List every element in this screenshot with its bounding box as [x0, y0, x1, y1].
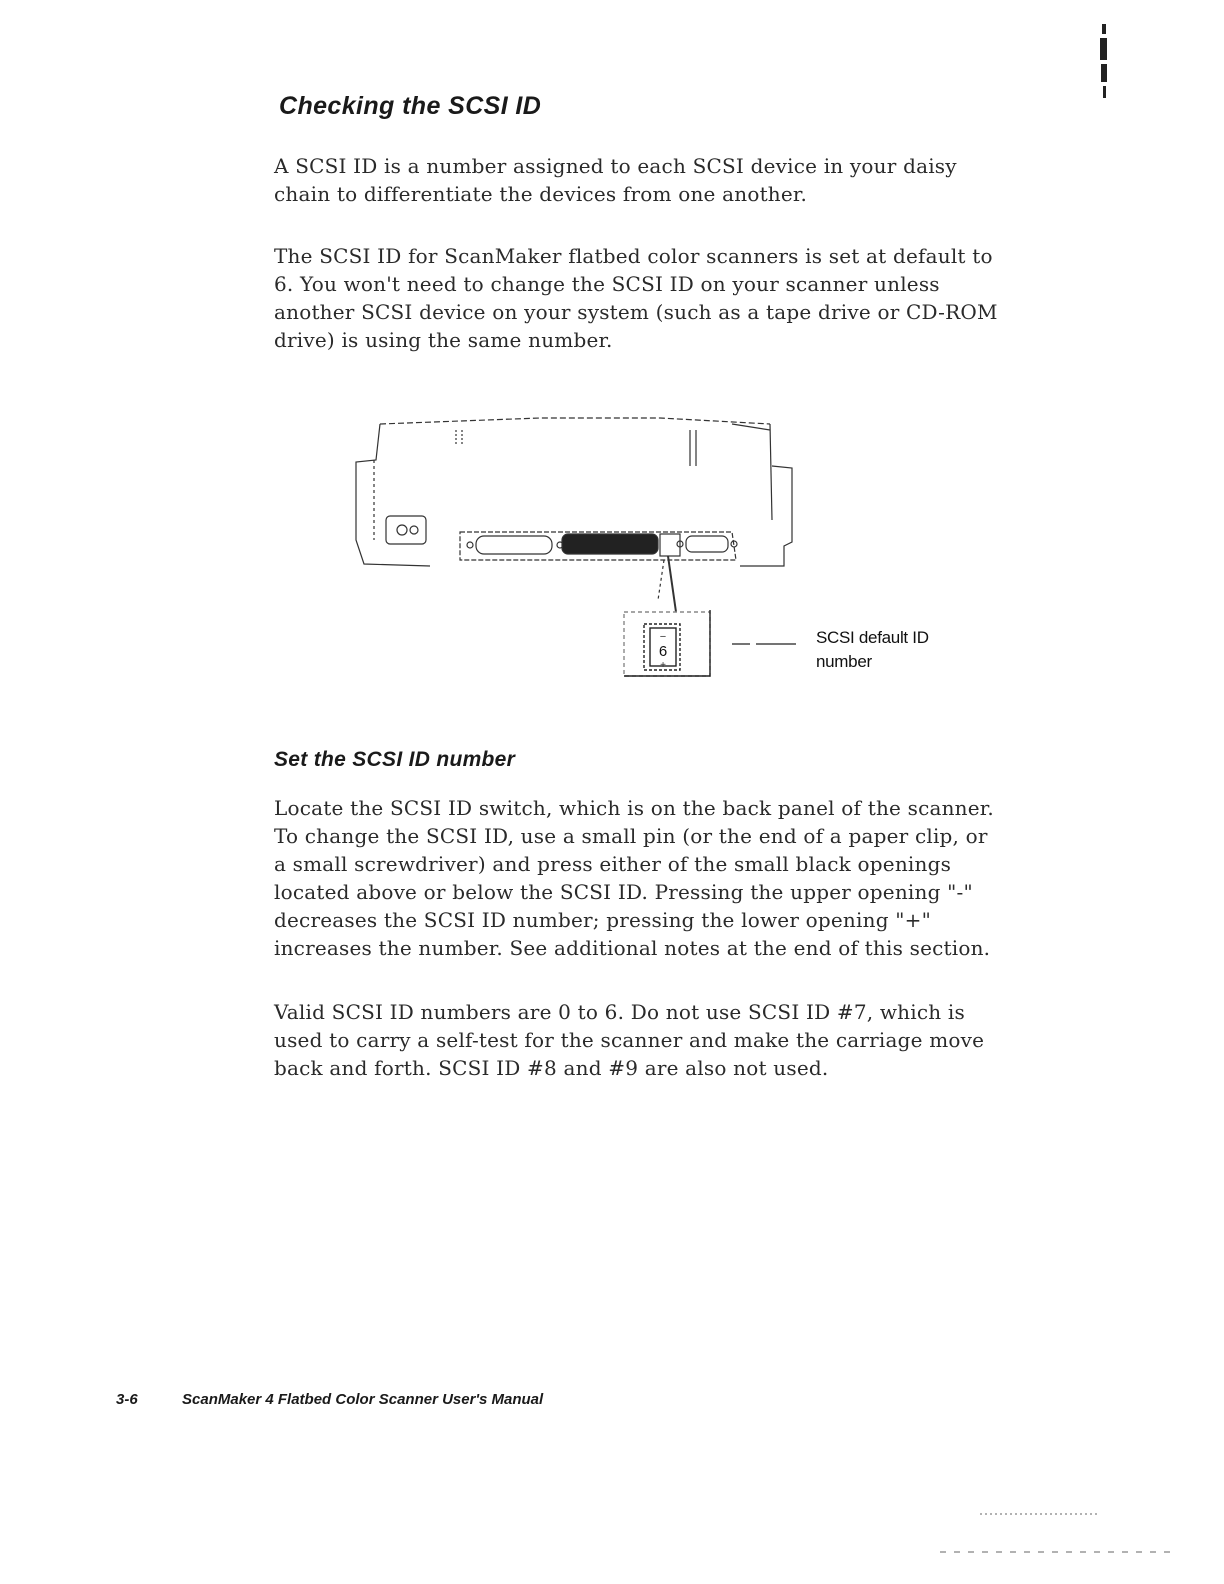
subsection-heading: Set the SCSI ID number	[274, 748, 516, 771]
scan-artifact-mark	[1092, 20, 1116, 110]
callout-label	[816, 626, 929, 674]
text-line: another SCSI device on your system (such as a tape drive or CD-ROM	[274, 300, 998, 324]
manual-title: ScanMaker 4 Flatbed Color Scanner User's Manual	[182, 1391, 544, 1408]
switch-plus-label: +	[660, 660, 666, 671]
callout-line: number	[816, 652, 872, 671]
text-line: located above or below the SCSI ID. Pressing the upper opening "-"	[274, 880, 973, 904]
default-id-paragraph	[274, 242, 998, 354]
locate-switch-paragraph	[274, 794, 994, 962]
text-line: decreases the SCSI ID number; pressing the lower opening "+"	[274, 908, 932, 932]
intro-paragraph	[274, 152, 957, 208]
text-line: To change the SCSI ID, use a small pin (or the end of a paper clip, or	[274, 824, 988, 848]
valid-ids-paragraph	[274, 998, 984, 1082]
text-line: used to carry a self-test for the scanner and make the carriage move	[274, 1028, 985, 1052]
text-line: Locate the SCSI ID switch, which is on the back panel of the scanner.	[274, 796, 994, 820]
text-line: a small screwdriver) and press either of the small black openings	[274, 852, 952, 876]
switch-minus-label: −	[659, 631, 667, 643]
section-heading: Checking the SCSI ID	[279, 92, 542, 120]
page-number: 3-6	[116, 1391, 138, 1408]
text-line: The SCSI ID for ScanMaker flatbed color scanners is set at default to	[274, 244, 993, 268]
switch-value-label: 6	[658, 643, 668, 660]
text-line: drive) is using the same number.	[274, 328, 613, 352]
text-line: back and forth. SCSI ID #8 and #9 are also not used.	[274, 1056, 829, 1080]
text-line: Valid SCSI ID numbers are 0 to 6. Do not use SCSI ID #7, which is	[274, 1000, 965, 1024]
scan-artifact-edge	[940, 1508, 1180, 1558]
text-line: increases the number. See additional notes at the end of this section.	[274, 936, 991, 960]
text-line: chain to differentiate the devices from one another.	[274, 182, 808, 206]
text-line: 6. You won't need to change the SCSI ID on your scanner unless	[274, 272, 940, 296]
callout-line: SCSI default ID	[816, 628, 929, 647]
text-line: A SCSI ID is a number assigned to each SCSI device in your daisy	[274, 154, 957, 178]
